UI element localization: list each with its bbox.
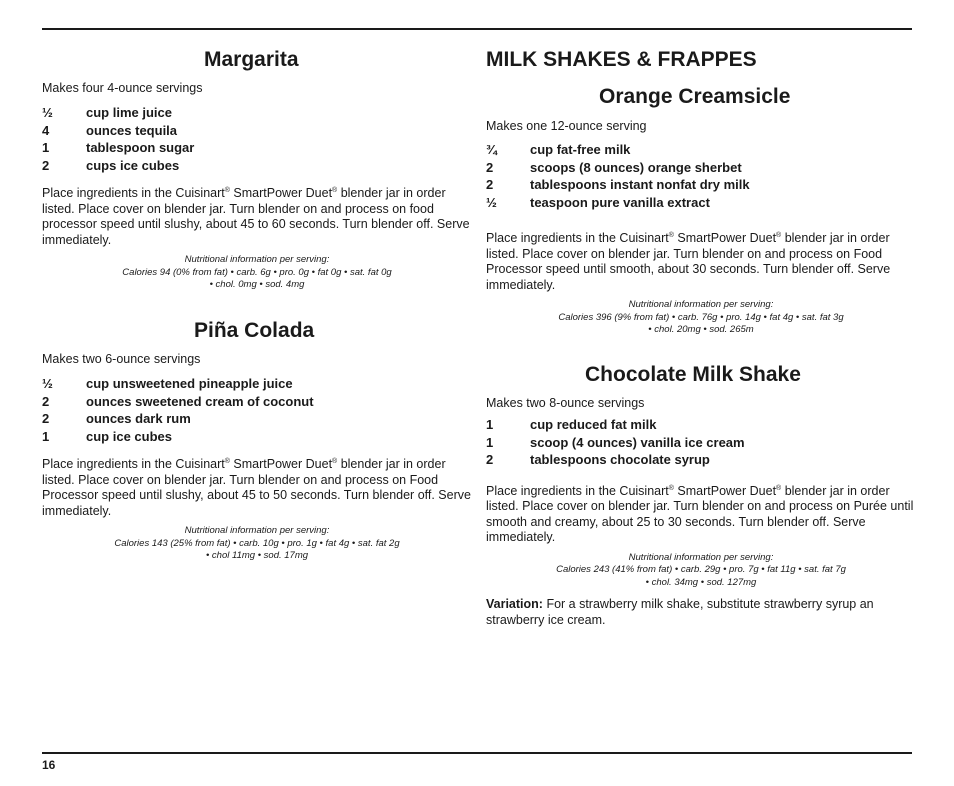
- instr-part: SmartPower Duet: [673, 231, 777, 246]
- nutrition-line: • chol. 34mg • sod. 127mg: [645, 576, 757, 588]
- ingredient-qty: 2: [486, 159, 494, 175]
- instr-part: Place ingredients in the Cuisinart: [42, 186, 225, 201]
- recipe-body: [486, 118, 916, 337]
- ingredient-item: [42, 139, 472, 157]
- instr-part: blender jar in order listed. Place cover on blender jar. Turn blender on and process on food processor speed until slushy, about 45 to 60 seconds. Turn blender off. Serve immediately.: [42, 186, 470, 247]
- recipe-pina-colada: [42, 319, 472, 342]
- ingredient-qty: 2: [486, 452, 494, 468]
- instructions: [486, 231, 916, 293]
- nutrition-header: Nutritional information per serving:: [628, 299, 774, 311]
- ingredient-qty: 2: [486, 177, 494, 193]
- variation-note: [486, 597, 916, 628]
- bottom-rule: [42, 752, 912, 754]
- variation-text: For a strawberry milk shake, substitute strawberry syrup an strawberry ice cream.: [486, 597, 874, 627]
- ingredient-qty: 1: [42, 428, 50, 444]
- ingredient-qty: 1: [486, 434, 494, 450]
- ingredient-item: [486, 451, 916, 469]
- ingredient-qty: ½: [42, 105, 53, 121]
- recipe-title: Margarita: [204, 48, 299, 71]
- ingredient-qty: 1: [486, 417, 494, 433]
- ingredient-name: tablespoons chocolate syrup: [530, 452, 710, 468]
- ingredient-item: [486, 176, 916, 194]
- instructions: [42, 186, 472, 248]
- nutrition-line: • chol 11mg • sod. 17mg: [205, 550, 309, 562]
- ingredient-name: tablespoon sugar: [86, 140, 195, 156]
- ingredient-item: [486, 141, 916, 159]
- ingredient-qty: 2: [42, 393, 50, 409]
- nutrition-info: [486, 299, 916, 337]
- ingredient-item: [42, 157, 472, 175]
- recipe-margarita: [42, 48, 472, 71]
- ingredient-qty: 4: [42, 122, 50, 138]
- recipe-chocolate-milk-shake: [486, 363, 916, 386]
- ingredient-name: cup unsweetened pineapple juice: [86, 376, 293, 392]
- recipe-title: Piña Colada: [194, 319, 315, 342]
- servings-text: Makes one 12-ounce serving: [486, 119, 647, 133]
- ingredient-name: tablespoons instant nonfat dry milk: [530, 177, 750, 193]
- ingredient-name: scoop (4 ounces) vanilla ice cream: [530, 434, 745, 450]
- instr-part: SmartPower Duet: [673, 483, 777, 498]
- ingredient-item: [486, 434, 916, 452]
- registered-mark: ®: [224, 458, 230, 466]
- instr-part: SmartPower Duet: [229, 457, 333, 472]
- ingredient-item: [486, 416, 916, 434]
- nutrition-line: Calories 143 (25% from fat) • carb. 10g • pro. 1g • fat 4g • sat. fat 2g: [114, 537, 400, 549]
- ingredient-item: [42, 122, 472, 140]
- registered-mark: ®: [668, 484, 674, 492]
- section-header: [486, 48, 916, 71]
- nutrition-header: Nutritional information per serving:: [184, 254, 330, 266]
- ingredient-qty: ½: [486, 194, 497, 210]
- registered-mark: ®: [224, 187, 230, 195]
- ingredient-name: ounces tequila: [86, 122, 178, 138]
- ingredient-name: cup ice cubes: [86, 428, 172, 444]
- ingredient-item: [486, 194, 916, 212]
- instr-part: Place ingredients in the Cuisinart: [42, 457, 225, 472]
- registered-mark: ®: [332, 187, 338, 195]
- ingredient-qty: 2: [42, 411, 50, 427]
- instr-part: SmartPower Duet: [229, 186, 333, 201]
- page-number: 16: [42, 758, 56, 772]
- variation-label: Variation:: [486, 597, 543, 612]
- nutrition-line: Calories 396 (9% from fat) • carb. 76g • pro. 14g • fat 4g • sat. fat 3g: [558, 311, 844, 323]
- top-rule: [42, 28, 912, 30]
- ingredient-name: cup fat-free milk: [530, 142, 631, 158]
- ingredient-item: [42, 428, 472, 446]
- ingredient-item: [486, 159, 916, 177]
- ingredient-qty: 1: [42, 140, 50, 156]
- nutrition-info: [42, 254, 472, 292]
- nutrition-header: Nutritional information per serving:: [628, 551, 774, 563]
- ingredient-name: cups ice cubes: [86, 157, 180, 173]
- ingredient-list: [42, 375, 472, 445]
- ingredient-name: ounces dark rum: [86, 411, 191, 427]
- ingredient-name: teaspoon pure vanilla extract: [530, 194, 710, 210]
- nutrition-line: Calories 243 (41% from fat) • carb. 29g • pro. 7g • fat 11g • sat. fat 7g: [556, 564, 846, 576]
- servings-text: Makes two 8-ounce servings: [486, 396, 645, 410]
- ingredient-name: cup reduced fat milk: [530, 417, 657, 433]
- nutrition-header: Nutritional information per serving:: [184, 525, 330, 537]
- instr-part: blender jar in order listed. Place cover on blender jar. Turn blender on and process on Food Processor speed until slushy, about 45 to 50 seconds. Turn blender off. Serve immediately.: [42, 457, 471, 518]
- recipe-body: [42, 80, 472, 292]
- recipe-title: Orange Creamsicle: [599, 85, 791, 108]
- ingredient-item: [42, 393, 472, 411]
- ingredient-name: cup lime juice: [86, 105, 172, 121]
- registered-mark: ®: [776, 484, 782, 492]
- nutrition-info: [486, 552, 916, 590]
- instr-part: Place ingredients in the Cuisinart: [486, 483, 669, 498]
- servings-text: Makes four 4-ounce servings: [42, 81, 203, 95]
- ingredient-qty: ½: [42, 376, 53, 392]
- instr-part: blender jar in order listed. Place cover on blender jar. Turn blender on and process on Purée until smooth and creamy, about 25 to 30 seconds. Turn blender off. Serve immediately.: [486, 483, 914, 545]
- ingredient-item: [42, 104, 472, 122]
- instr-part: Place ingredients in the Cuisinart: [486, 231, 669, 246]
- recipe-body: [486, 395, 916, 628]
- recipe-title: Chocolate Milk Shake: [585, 363, 801, 386]
- ingredient-list: [486, 416, 916, 469]
- ingredient-name: scoops (8 ounces) orange sherbet: [530, 159, 742, 175]
- registered-mark: ®: [668, 232, 674, 240]
- ingredient-list: [42, 104, 472, 174]
- nutrition-info: [42, 525, 472, 563]
- instructions: [486, 484, 916, 546]
- servings-text: Makes two 6-ounce servings: [42, 352, 201, 366]
- ingredient-item: [42, 375, 472, 393]
- instr-part: blender jar in order listed. Place cover on blender jar. Turn blender on and process on Food Processor speed until smooth, about 30 seconds. Turn blender off. Serve immediately.: [486, 231, 891, 292]
- ingredient-qty: ¾: [486, 142, 497, 158]
- ingredient-item: [42, 410, 472, 428]
- recipe-body: [42, 351, 472, 563]
- ingredient-name: ounces sweetened cream of coconut: [86, 393, 314, 409]
- nutrition-line: Calories 94 (0% from fat) • carb. 6g • pro. 0g • fat 0g • sat. fat 0g: [122, 266, 392, 278]
- instructions: [42, 457, 472, 519]
- ingredient-qty: 2: [42, 157, 50, 173]
- registered-mark: ®: [776, 232, 782, 240]
- recipe-orange-creamsicle: [486, 85, 916, 108]
- nutrition-line: • chol. 20mg • sod. 265m: [648, 324, 754, 336]
- ingredient-list: [486, 141, 916, 211]
- registered-mark: ®: [332, 458, 338, 466]
- nutrition-line: • chol. 0mg • sod. 4mg: [209, 279, 305, 291]
- section-title: MILK SHAKES & FRAPPES: [486, 48, 757, 71]
